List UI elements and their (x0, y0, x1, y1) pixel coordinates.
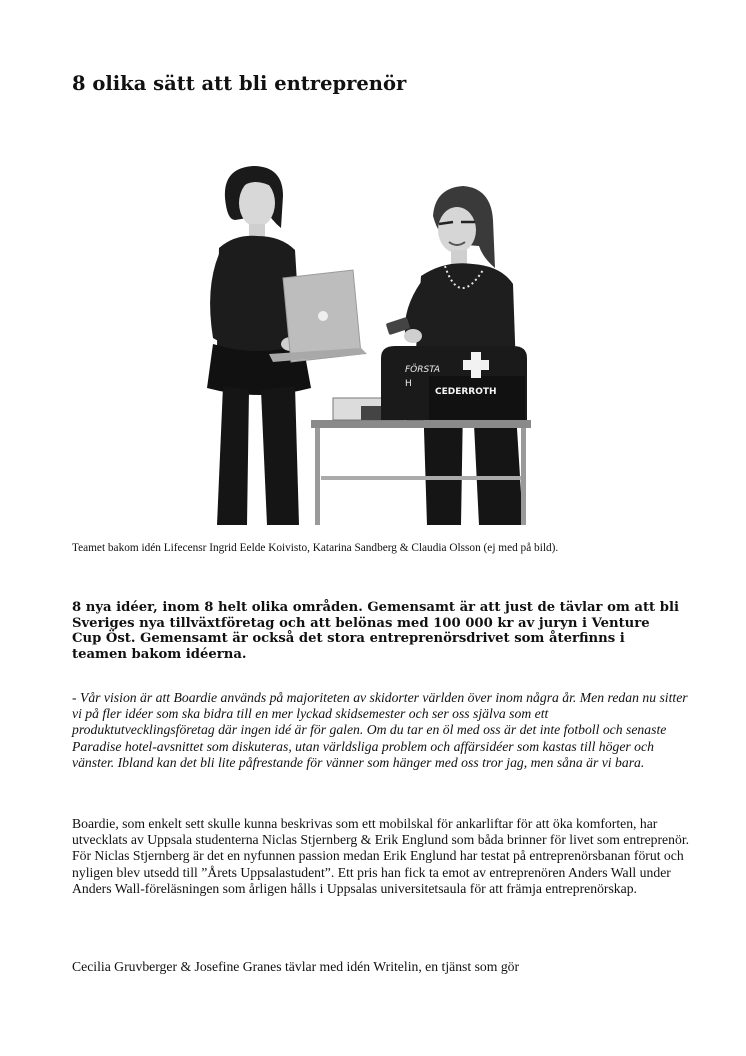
lead-paragraph: 8 nya idéer, inom 8 helt olika områden. Gemensamt är att just de tävlar om att bli Sveriges nya tillväxtföretag och att belönas med 100 000 kr av juryn i Venture Cup Öst. Gemensamt är också det stora entreprenörsdrivet som återfinns i teamen bakom idéerna. (72, 600, 679, 662)
kit-brand: CEDERROTH (435, 387, 497, 397)
kit-label-1: FÖRSTA (405, 365, 441, 375)
body-paragraph-1: Boardie, som enkelt sett skulle kunna beskrivas som ett mobilskal för ankarliftar för att öka komforten, har utvecklats av Uppsala studenterna Niclas Stjernberg & Erik Englund som båda brinner för livet som entreprenör. För Niclas Stjernberg är det en nyfunnen passion medan Erik Englund har testat på entreprenörsbanan förut och nyligen blev utsedd till ”Årets Uppsalastudent”. Ett pris han fick ta emot av entreprenören Anders Wall under Anders Wall-föreläsningen som årligen hålls i Uppsalas universitetsaula för att främja entreprenörskap. (72, 816, 690, 896)
article-title: 8 olika sätt att bli entreprenör (72, 72, 407, 95)
team-photo (183, 158, 563, 525)
kit-label-2: H (405, 379, 412, 389)
quote-paragraph: - Vår vision är att Boardie används på majoriteten av skidorter världen över inom några år. Men redan nu sitter vi på fler idéer som ska bidra till en mer lyckad skidsemester och ser oss själva som ett produktutvecklingsföretag där ingen idé är för galen. Om du tar en öl med oss är det inte fotboll och senaste Paradise hotel-avsnittet som diskuteras, utan världsliga problem och affärsidéer som kastas till höger och vänster. Ibland kan det bli lite påfrestande för vänner som hänger med oss tror jag, men såna är vi bara. (72, 690, 688, 770)
photo-caption: Teamet bakom idén Lifecensr Ingrid Eelde Koivisto, Katarina Sandberg & Claudia Olsson (ej med på bild). (72, 542, 559, 554)
body-paragraph-2: Cecilia Gruvberger & Josefine Granes tävlar med idén Writelin, en tjänst som gör (72, 959, 520, 974)
